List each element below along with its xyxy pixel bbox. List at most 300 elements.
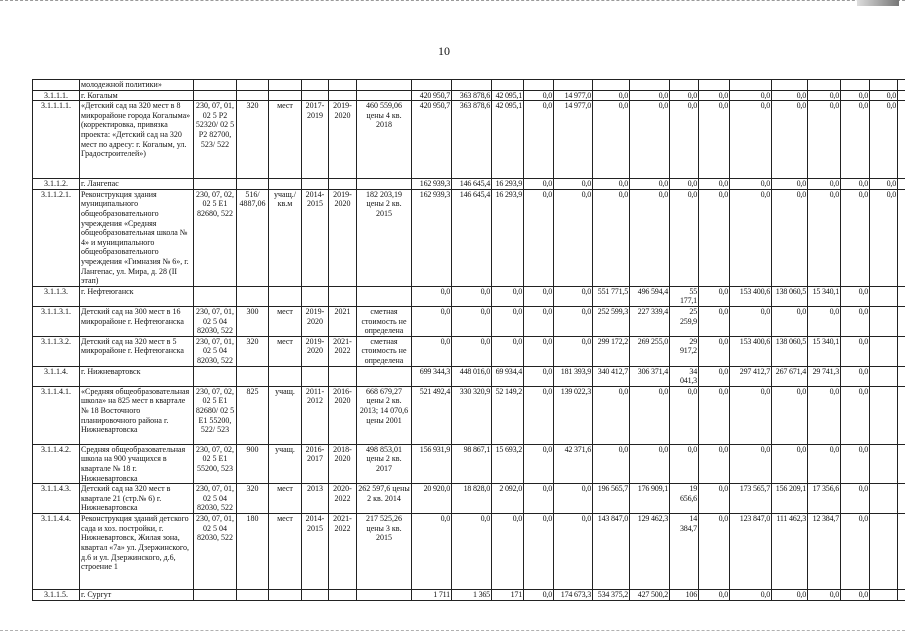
row-capacity-cell: 320 [237, 101, 269, 179]
row-value-cell [808, 80, 841, 91]
row-value-cell: 0,0 [841, 90, 870, 101]
row-build-years-cell: 2019-2020 [329, 101, 357, 179]
row-value-cell: 0,0 [452, 306, 492, 336]
row-value-cell: 0,0 [730, 189, 772, 286]
row-value-cell: 0,0 [554, 179, 593, 190]
row-name-cell: «Детский сад на 320 мест в 8 микрорайоне города Когалыма» (корректировка, привязка проекта: «Детский сад на 320 мест по адресу: г. Когалым, ул. Градостроителей») [80, 101, 194, 179]
table-row-group [33, 90, 905, 101]
row-value-cell [898, 336, 905, 366]
row-value-cell: 534 375,2 [593, 590, 630, 601]
row-value-cell: 0,0 [870, 179, 898, 190]
table-row-object [33, 101, 905, 179]
row-estimate-cell: 182 203,19 цены 2 кв. 2015 [357, 189, 412, 286]
row-unit-cell: мест [269, 484, 302, 514]
row-value-cell [870, 444, 898, 483]
row-id-cell: 3.1.1.3.1. [33, 306, 80, 336]
row-value-cell: 267 671,4 [772, 366, 808, 386]
row-estimate-cell: 668 679,27 цены 2 кв. 2013; 14 070,6 цены 2001 [357, 386, 412, 444]
row-unit-cell: учащ. [269, 444, 302, 483]
row-value-cell: 0,0 [699, 386, 730, 444]
row-value-cell: 138 060,5 [772, 336, 808, 366]
row-value-cell: 0,0 [808, 179, 841, 190]
row-value-cell: 153 400,6 [730, 286, 772, 306]
row-design-years-cell: 2016-2017 [302, 444, 329, 483]
row-value-cell: 0,0 [412, 336, 452, 366]
scan-bottom-edge [0, 630, 905, 631]
row-value-cell: 0,0 [730, 179, 772, 190]
row-id-cell: 3.1.1.3. [33, 286, 80, 306]
row-unit-cell [269, 90, 302, 101]
row-value-cell: 363 878,6 [452, 90, 492, 101]
row-code-cell: 230, 07, 01, 02 5 04 82030, 522 [194, 336, 237, 366]
table-row-object [33, 189, 905, 286]
row-unit-cell: мест [269, 306, 302, 336]
row-value-cell: 12 384,7 [808, 514, 841, 590]
row-value-cell: 0,0 [412, 514, 452, 590]
row-value-cell: 699 344,3 [412, 366, 452, 386]
row-value-cell: 162 939,3 [412, 179, 452, 190]
row-code-cell [194, 590, 237, 601]
row-value-cell [730, 80, 772, 91]
row-id-cell: 3.1.1.1.1. [33, 101, 80, 179]
row-value-cell: 0,0 [524, 179, 554, 190]
row-value-cell: 0,0 [630, 386, 670, 444]
row-value-cell: 0,0 [699, 179, 730, 190]
row-estimate-cell: 460 559,06 цены 4 кв. 2018 [357, 101, 412, 179]
row-value-cell: 0,0 [593, 179, 630, 190]
row-value-cell: 111 462,3 [772, 514, 808, 590]
row-value-cell [898, 590, 905, 601]
row-value-cell: 29 917,2 [670, 336, 699, 366]
row-code-cell [194, 80, 237, 91]
row-value-cell [670, 80, 699, 91]
row-value-cell [870, 514, 898, 590]
row-value-cell: 0,0 [699, 189, 730, 286]
row-estimate-cell: 498 853,01 цены 2 кв. 2017 [357, 444, 412, 483]
row-value-cell [898, 101, 905, 179]
row-value-cell: 16 293,9 [492, 189, 524, 286]
row-value-cell: 0,0 [524, 336, 554, 366]
row-unit-cell: мест [269, 514, 302, 590]
row-value-cell: 98 867,1 [452, 444, 492, 483]
row-estimate-cell [357, 590, 412, 601]
row-value-cell: 0,0 [841, 444, 870, 483]
row-value-cell: 0,0 [554, 514, 593, 590]
row-value-cell: 521 492,4 [412, 386, 452, 444]
row-value-cell: 0,0 [870, 189, 898, 286]
row-value-cell: 0,0 [730, 90, 772, 101]
row-value-cell: 0,0 [841, 306, 870, 336]
row-value-cell: 0,0 [524, 444, 554, 483]
row-value-cell: 34 041,3 [670, 366, 699, 386]
row-value-cell: 18 828,0 [452, 484, 492, 514]
row-build-years-cell: 2016-2020 [329, 386, 357, 444]
row-value-cell: 42 095,1 [492, 90, 524, 101]
table-row-object [33, 336, 905, 366]
row-value-cell [870, 386, 898, 444]
row-unit-cell [269, 590, 302, 601]
row-value-cell: 69 934,4 [492, 366, 524, 386]
row-value-cell: 0,0 [630, 179, 670, 190]
row-value-cell: 363 878,6 [452, 101, 492, 179]
row-id-cell: 3.1.1.4.3. [33, 484, 80, 514]
row-value-cell: 0,0 [554, 336, 593, 366]
row-value-cell [841, 80, 870, 91]
row-build-years-cell [329, 590, 357, 601]
row-value-cell: 29 741,3 [808, 366, 841, 386]
row-code-cell [194, 179, 237, 190]
row-build-years-cell [329, 80, 357, 91]
row-estimate-cell: 262 597,6 цены 2 кв. 2014 [357, 484, 412, 514]
row-unit-cell: мест [269, 336, 302, 366]
table-row-object [33, 444, 905, 483]
table-row-object [33, 386, 905, 444]
row-value-cell: 0,0 [699, 101, 730, 179]
table-row-object [33, 514, 905, 590]
row-value-cell: 0,0 [730, 101, 772, 179]
row-value-cell: 0,0 [841, 179, 870, 190]
row-value-cell [898, 366, 905, 386]
row-design-years-cell: 2019-2020 [302, 306, 329, 336]
row-capacity-cell [237, 366, 269, 386]
row-value-cell: 0,0 [772, 590, 808, 601]
row-value-cell: 0,0 [630, 444, 670, 483]
row-value-cell: 0,0 [670, 179, 699, 190]
row-id-cell: 3.1.1.4. [33, 366, 80, 386]
table-row-group [33, 590, 905, 601]
row-unit-cell [269, 366, 302, 386]
row-value-cell: 0,0 [772, 189, 808, 286]
row-value-cell: 0,0 [841, 590, 870, 601]
row-code-cell: 230, 07, 02, 02 5 E1 82680, 522 [194, 189, 237, 286]
row-code-cell: 230, 07, 01, 02 5 P2 52320/ 02 5 P2 82700, 523/ 522 [194, 101, 237, 179]
row-value-cell: 0,0 [808, 189, 841, 286]
row-value-cell [870, 366, 898, 386]
row-value-cell [898, 484, 905, 514]
row-value-cell: 174 673,3 [554, 590, 593, 601]
row-name-cell: Детский сад на 320 мест в квартале 21 (стр.№ 6) г. Нижневартовска [80, 484, 194, 514]
scan-top-edge [0, 0, 905, 1]
row-value-cell: 0,0 [492, 306, 524, 336]
row-value-cell: 0,0 [699, 590, 730, 601]
row-value-cell: 162 939,3 [412, 189, 452, 286]
row-code-cell [194, 90, 237, 101]
row-value-cell: 0,0 [772, 90, 808, 101]
row-value-cell: 227 339,4 [630, 306, 670, 336]
row-value-cell: 0,0 [730, 444, 772, 483]
row-value-cell: 181 393,9 [554, 366, 593, 386]
row-value-cell: 156 931,9 [412, 444, 452, 483]
row-capacity-cell: 320 [237, 484, 269, 514]
row-estimate-cell [357, 179, 412, 190]
row-capacity-cell: 180 [237, 514, 269, 590]
row-value-cell: 269 255,0 [630, 336, 670, 366]
row-estimate-cell [357, 80, 412, 91]
row-value-cell: 14 977,0 [554, 101, 593, 179]
row-value-cell [898, 286, 905, 306]
row-capacity-cell: 320 [237, 336, 269, 366]
row-value-cell: 0,0 [841, 101, 870, 179]
row-design-years-cell: 2017-2019 [302, 101, 329, 179]
row-value-cell: 0,0 [524, 286, 554, 306]
row-id-cell: 3.1.1.4.2. [33, 444, 80, 483]
row-value-cell: 0,0 [699, 514, 730, 590]
row-value-cell: 0,0 [492, 336, 524, 366]
row-value-cell: 0,0 [699, 366, 730, 386]
row-name-cell: Реконструкция здания муниципального общеобразовательного учреждения «Средняя общеобразовательная школа № 4» и муниципального общеобразовательного учреждения «Гимназия № 6», г. Лангепас, ул. Мира, д. 28 (II этап) [80, 189, 194, 286]
row-value-cell: 0,0 [524, 90, 554, 101]
row-value-cell: 0,0 [808, 590, 841, 601]
row-code-cell [194, 286, 237, 306]
row-value-cell: 20 920,0 [412, 484, 452, 514]
row-build-years-cell [329, 179, 357, 190]
row-value-cell: 0,0 [670, 90, 699, 101]
row-value-cell: 0,0 [670, 444, 699, 483]
row-value-cell [554, 80, 593, 91]
row-value-cell: 0,0 [554, 286, 593, 306]
row-code-cell: 230, 07, 02, 02 5 E1 55200, 523 [194, 444, 237, 483]
row-design-years-cell [302, 90, 329, 101]
row-value-cell: 0,0 [593, 101, 630, 179]
row-value-cell [412, 80, 452, 91]
row-value-cell: 551 771,5 [593, 286, 630, 306]
row-value-cell: 106 [670, 590, 699, 601]
row-value-cell: 0,0 [670, 386, 699, 444]
row-value-cell: 153 400,6 [730, 336, 772, 366]
row-id-cell: 3.1.1.2. [33, 179, 80, 190]
row-value-cell: 16 293,9 [492, 179, 524, 190]
row-value-cell: 0,0 [492, 286, 524, 306]
row-value-cell: 427 500,2 [630, 590, 670, 601]
row-value-cell [870, 336, 898, 366]
row-value-cell: 0,0 [841, 189, 870, 286]
row-value-cell: 143 847,0 [593, 514, 630, 590]
row-name-cell: Детский сад на 320 мест в 5 микрорайоне г. Нефтеюганска [80, 336, 194, 366]
row-design-years-cell [302, 590, 329, 601]
row-design-years-cell [302, 286, 329, 306]
row-estimate-cell: 217 525,26 цены 3 кв. 2015 [357, 514, 412, 590]
row-unit-cell: мест [269, 101, 302, 179]
row-value-cell: 0,0 [699, 286, 730, 306]
row-value-cell: 0,0 [699, 90, 730, 101]
row-value-cell: 0,0 [772, 179, 808, 190]
row-value-cell: 299 172,2 [593, 336, 630, 366]
row-value-cell [630, 80, 670, 91]
row-value-cell: 0,0 [524, 514, 554, 590]
row-value-cell: 0,0 [808, 386, 841, 444]
row-design-years-cell: 2013 [302, 484, 329, 514]
row-name-cell: молодежной политики» [80, 80, 194, 91]
row-value-cell [898, 386, 905, 444]
row-value-cell: 42 371,6 [554, 444, 593, 483]
row-value-cell: 171 [492, 590, 524, 601]
row-value-cell [898, 306, 905, 336]
row-value-cell [699, 80, 730, 91]
row-capacity-cell [237, 90, 269, 101]
row-value-cell: 0,0 [772, 306, 808, 336]
row-value-cell: 0,0 [670, 189, 699, 286]
row-value-cell [524, 80, 554, 91]
row-value-cell: 0,0 [772, 386, 808, 444]
table-body [33, 80, 905, 601]
row-capacity-cell: 516/ 4887,06 [237, 189, 269, 286]
row-value-cell: 0,0 [524, 189, 554, 286]
row-value-cell: 139 022,3 [554, 386, 593, 444]
table-row-object [33, 484, 905, 514]
row-capacity-cell [237, 286, 269, 306]
row-value-cell: 0,0 [593, 90, 630, 101]
row-value-cell: 0,0 [699, 444, 730, 483]
row-name-cell: Средняя общеобразовательная школа на 900 учащихся в квартале № 18 г. Нижневартовска [80, 444, 194, 483]
row-id-cell: 3.1.1.5. [33, 590, 80, 601]
row-value-cell: 0,0 [554, 306, 593, 336]
row-code-cell: 230, 07, 01, 02 5 04 82030, 522 [194, 514, 237, 590]
investment-table [32, 79, 905, 601]
row-value-cell: 0,0 [772, 101, 808, 179]
row-value-cell: 156 209,1 [772, 484, 808, 514]
table-row-group [33, 286, 905, 306]
row-value-cell: 0,0 [630, 189, 670, 286]
row-value-cell: 0,0 [630, 101, 670, 179]
row-build-years-cell: 2018-2020 [329, 444, 357, 483]
row-value-cell: 0,0 [593, 189, 630, 286]
row-design-years-cell: 2011-2012 [302, 386, 329, 444]
row-value-cell: 0,0 [524, 306, 554, 336]
row-value-cell [898, 179, 905, 190]
row-value-cell: 146 645,4 [452, 189, 492, 286]
row-value-cell: 1 711 [412, 590, 452, 601]
row-unit-cell [269, 80, 302, 91]
row-value-cell: 19 656,6 [670, 484, 699, 514]
row-build-years-cell: 2019-2020 [329, 189, 357, 286]
row-value-cell: 0,0 [841, 366, 870, 386]
row-value-cell [772, 80, 808, 91]
row-id-cell: 3.1.1.3.2. [33, 336, 80, 366]
row-build-years-cell [329, 90, 357, 101]
row-estimate-cell: сметная стоимость не определена [357, 336, 412, 366]
row-value-cell: 0,0 [730, 386, 772, 444]
row-value-cell: 0,0 [841, 514, 870, 590]
row-build-years-cell: 2020-2022 [329, 484, 357, 514]
row-value-cell: 306 371,4 [630, 366, 670, 386]
row-value-cell [452, 80, 492, 91]
row-design-years-cell [302, 179, 329, 190]
row-value-cell: 0,0 [841, 286, 870, 306]
row-value-cell: 0,0 [841, 336, 870, 366]
row-value-cell: 14 977,0 [554, 90, 593, 101]
page-number: 10 [438, 44, 450, 58]
row-value-cell: 0,0 [699, 306, 730, 336]
row-value-cell: 0,0 [524, 366, 554, 386]
row-value-cell: 196 565,7 [593, 484, 630, 514]
row-value-cell: 0,0 [452, 336, 492, 366]
row-value-cell: 420 950,7 [412, 90, 452, 101]
row-value-cell: 17 356,6 [808, 484, 841, 514]
row-value-cell: 0,0 [772, 444, 808, 483]
row-estimate-cell: сметная стоимость не определена [357, 306, 412, 336]
row-value-cell: 496 594,4 [630, 286, 670, 306]
row-value-cell: 0,0 [630, 90, 670, 101]
row-value-cell: 1 365 [452, 590, 492, 601]
row-build-years-cell: 2021-2022 [329, 514, 357, 590]
row-value-cell: 0,0 [492, 514, 524, 590]
row-value-cell: 0,0 [554, 484, 593, 514]
row-code-cell: 230, 07, 01, 02 5 04 82030, 522 [194, 484, 237, 514]
row-value-cell: 0,0 [524, 484, 554, 514]
row-name-cell: г. Когалым [80, 90, 194, 101]
row-id-cell [33, 80, 80, 91]
row-capacity-cell: 900 [237, 444, 269, 483]
row-code-cell [194, 366, 237, 386]
row-value-cell: 0,0 [452, 514, 492, 590]
row-value-cell: 146 645,4 [452, 179, 492, 190]
row-value-cell: 448 016,0 [452, 366, 492, 386]
row-value-cell: 330 320,9 [452, 386, 492, 444]
row-value-cell: 129 462,3 [630, 514, 670, 590]
row-unit-cell [269, 179, 302, 190]
row-value-cell: 0,0 [554, 189, 593, 286]
table-row-group [33, 366, 905, 386]
row-value-cell: 0,0 [593, 444, 630, 483]
row-value-cell: 0,0 [808, 306, 841, 336]
row-value-cell [870, 484, 898, 514]
row-value-cell: 340 412,7 [593, 366, 630, 386]
row-value-cell [870, 590, 898, 601]
row-value-cell: 14 384,7 [670, 514, 699, 590]
row-id-cell: 3.1.1.1. [33, 90, 80, 101]
row-value-cell [898, 514, 905, 590]
row-capacity-cell: 825 [237, 386, 269, 444]
row-value-cell: 0,0 [808, 444, 841, 483]
row-id-cell: 3.1.1.4.1. [33, 386, 80, 444]
row-value-cell: 2 092,0 [492, 484, 524, 514]
row-value-cell [870, 286, 898, 306]
row-value-cell: 0,0 [699, 484, 730, 514]
row-value-cell [898, 90, 905, 101]
table-row-object [33, 306, 905, 336]
row-value-cell: 0,0 [730, 306, 772, 336]
row-value-cell [492, 80, 524, 91]
row-value-cell: 42 095,1 [492, 101, 524, 179]
row-value-cell: 0,0 [412, 286, 452, 306]
scan-corner-mark [857, 0, 899, 6]
row-name-cell: г. Нижневартовск [80, 366, 194, 386]
row-value-cell [593, 80, 630, 91]
row-value-cell: 0,0 [870, 101, 898, 179]
row-value-cell [870, 80, 898, 91]
row-estimate-cell [357, 366, 412, 386]
row-capacity-cell [237, 179, 269, 190]
row-value-cell: 0,0 [593, 386, 630, 444]
row-value-cell: 15 340,1 [808, 336, 841, 366]
row-build-years-cell: 2021-2022 [329, 336, 357, 366]
row-value-cell: 252 599,3 [593, 306, 630, 336]
row-value-cell: 176 909,1 [630, 484, 670, 514]
row-code-cell: 230, 07, 02, 02 5 E1 82680/ 02 5 E1 55200, 522/ 523 [194, 386, 237, 444]
row-value-cell: 0,0 [730, 590, 772, 601]
row-capacity-cell [237, 80, 269, 91]
row-id-cell: 3.1.1.2.1. [33, 189, 80, 286]
row-code-cell: 230, 07, 01, 02 5 04 82030, 522 [194, 306, 237, 336]
row-design-years-cell: 2019-2020 [302, 336, 329, 366]
row-value-cell: 0,0 [524, 386, 554, 444]
row-estimate-cell [357, 286, 412, 306]
row-design-years-cell: 2014-2015 [302, 189, 329, 286]
row-value-cell: 0,0 [841, 386, 870, 444]
row-value-cell [898, 444, 905, 483]
row-build-years-cell [329, 286, 357, 306]
row-value-cell: 0,0 [808, 90, 841, 101]
